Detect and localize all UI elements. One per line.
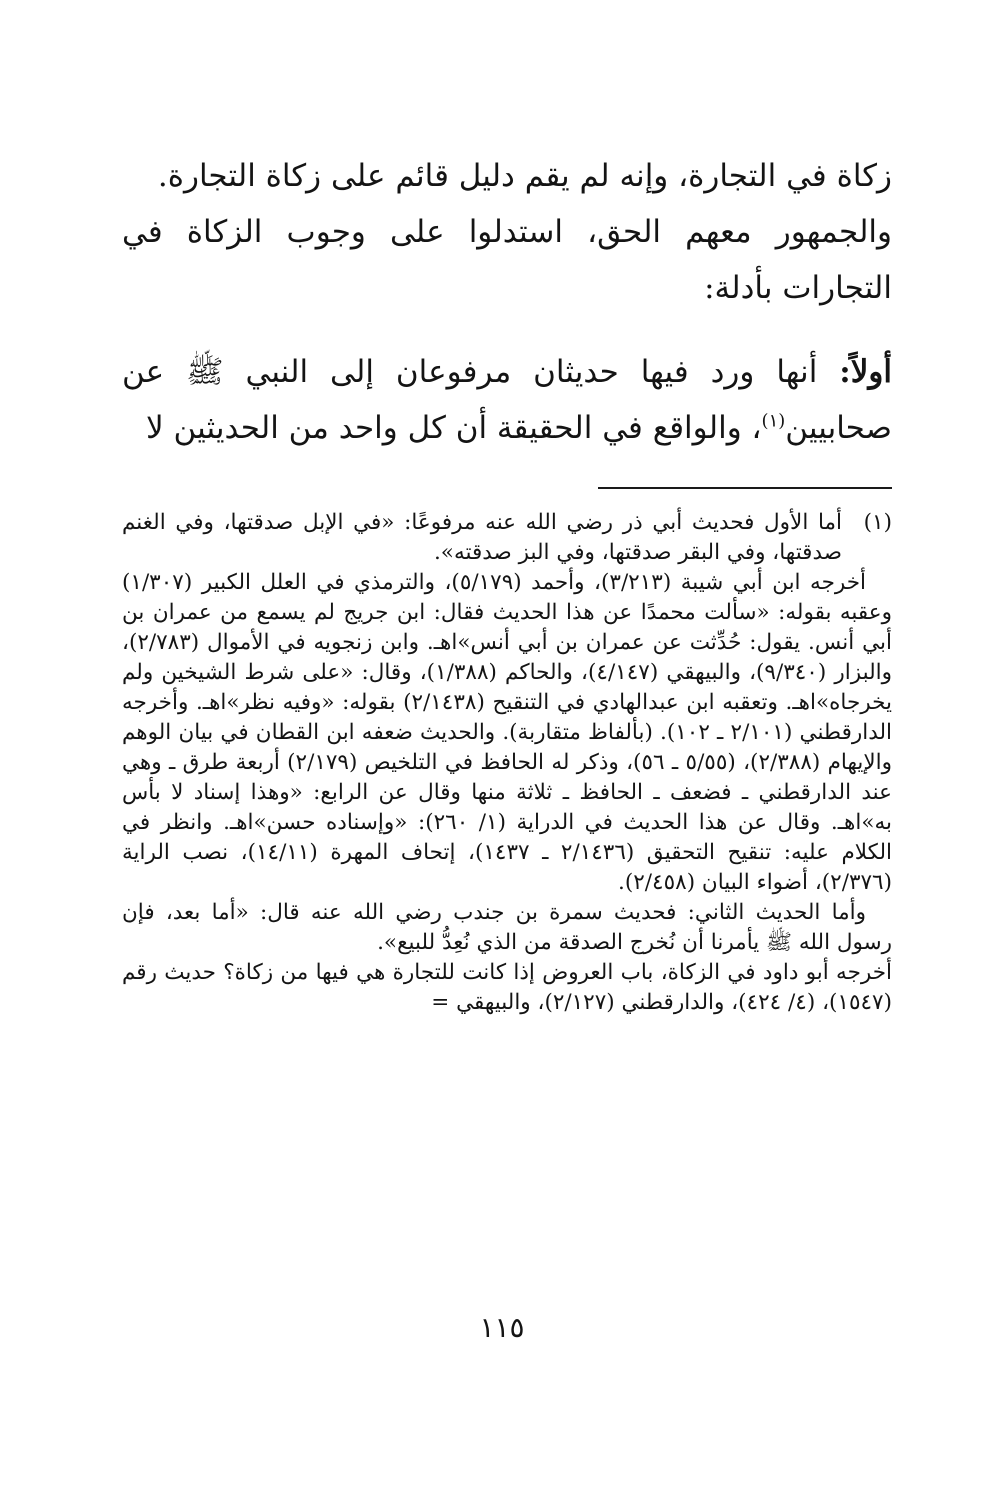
first-point-text-continued: ، والواقع في الحقيقة أن كل واحد من الحديثين لا <box>146 410 762 446</box>
page-number: ١١٥ <box>479 1311 525 1344</box>
footnote-paragraph: أما الأول فحديث أبي ذر رضي الله عنه مرفوعًا: «في الإبل صدقتها، وفي الغنم صدقتها، وفي البقر صدقتها، وفي البز صدقته». <box>122 510 842 565</box>
footnote-marker: (١) <box>863 510 892 535</box>
main-text <box>122 148 892 456</box>
footnote-paragraph: وأما الحديث الثاني: فحديث سمرة بن جندب رضي الله عنه قال: «أما بعد، فإن رسول الله ﷺ يأمرنا أن نُخرج الصدقة من الذي نُعِدُّ للبيع». <box>122 900 892 955</box>
main-paragraph: والجمهور معهم الحق، استدلوا على وجوب الزكاة في التجارات بأدلة: <box>122 214 892 306</box>
footnotes <box>122 508 892 1018</box>
footnote-paragraph: أخرجه ابن أبي شيبة (٣/٢١٣)، وأحمد (٥/١٧٩)، والترمذي في العلل الكبير (١/٣٠٧) وعقبه بقوله: «سألت محمدًا عن هذا الحديث فقال: ابن جريج لم يسمع من عمران بن أبي أنس. يقول: حُدِّثت عن عمران بن أبي أنس»اهـ. وابن زنجويه في الأموال (٢/٧٨٣)، والبزار (٩/٣٤٠)، والبيهقي (٤/١٤٧)، والحاكم (١/٣٨٨)، وقال: «على شرط الشيخين ولم يخرجاه»اهـ. وتعقبه ابن عبدالهادي في التنقيح (٢/١٤٣٨) بقوله: «وفيه نظر»اهـ. وأخرجه الدارقطني (٢/١٠١ ـ ١٠٢). (بألفاظ متقاربة). والحديث ضعفه ابن القطان في بيان الوهم والإيهام (٢/٣٨٨)، (٥/٥٥ ـ ٥٦)، وذكر له الحافظ في التلخيص (٢/١٧٩) أربعة طرق ـ وهي عند الدارقطني ـ فضعف ـ الحافظ ـ ثلاثة منها وقال عن الرابع: «وهذا إسناد لا بأس به»اهـ. وقال عن هذا الحديث في الدراية (١/ ٢٦٠): «وإسناده حسن»اهـ. وانظر في الكلام عليه: تنقيح التحقيق (٢/١٤٣٦ ـ ١٤٣٧)، إتحاف المهرة (١٤/١١)، نصب الراية (٢/٣٧٦)، أضواء البيان (٢/٤٥٨). <box>122 570 893 895</box>
footnote-1 <box>122 508 892 568</box>
footnote-reference[interactable]: (١) <box>761 410 786 432</box>
first-point-text: أنها ورد فيها حديثان مرفوعان إلى النبي ﷺ عن صحابيين <box>122 354 892 446</box>
footnote-paragraph: أخرجه أبو داود في الزكاة، باب العروض إذا كانت للتجارة هي فيها من زكاة؟ حديث رقم (١٥٤٧)، (٤/ ٤٢٤)، والدارقطني (٢/١٢٧)، والبيهقي = <box>122 960 892 1015</box>
main-paragraph: زكاة في التجارة، وإنه لم يقم دليل قائم على زكاة التجارة. <box>157 158 892 194</box>
first-point-paragraph <box>122 344 892 456</box>
footnote-separator <box>598 487 892 489</box>
first-point-lead: أولاً: <box>839 354 892 390</box>
